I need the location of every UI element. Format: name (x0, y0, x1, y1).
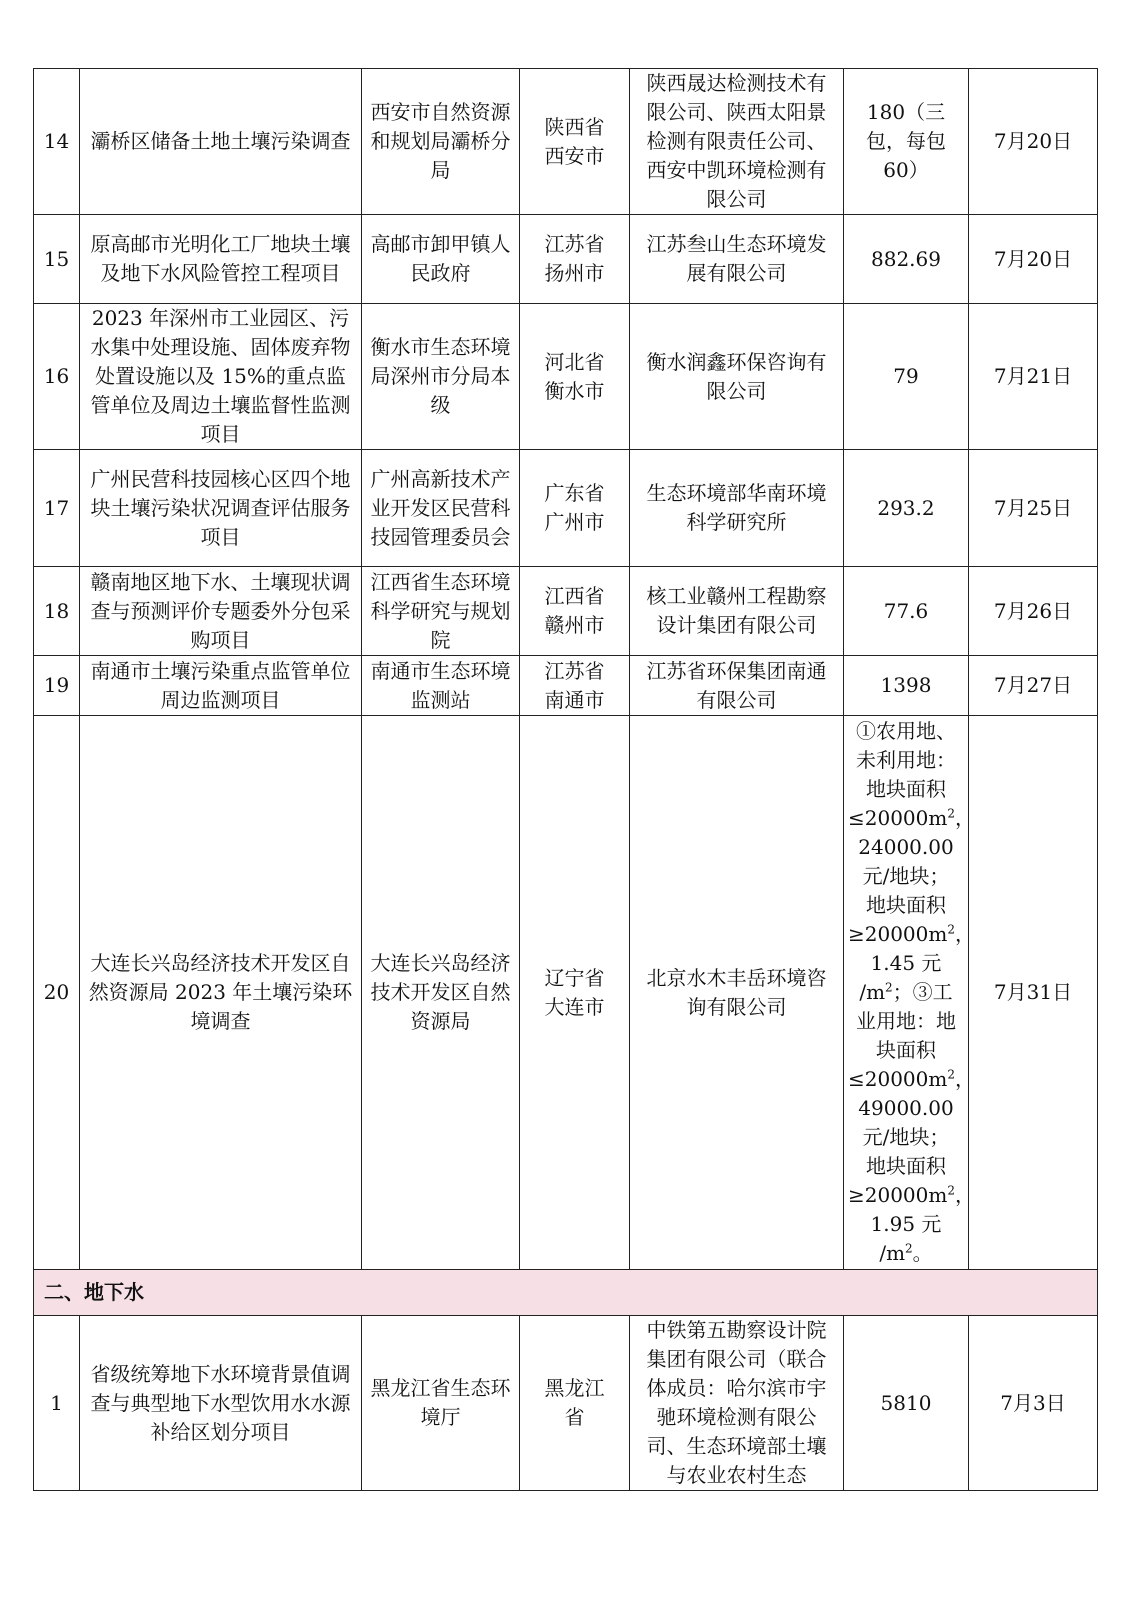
amount-line: 1.95 元 (870, 1212, 942, 1236)
superscript: 2 (885, 980, 893, 995)
supplier: 江苏叁山生态环境发展有限公司 (630, 215, 844, 304)
row-number: 16 (34, 304, 80, 450)
supplier: 北京水木丰岳环境咨询有限公司 (630, 716, 844, 1270)
comma: ， (955, 806, 975, 830)
purchaser: 江西省生态环境科学研究与规划院 (362, 567, 520, 656)
comma: ， (955, 922, 975, 946)
amount-line: /m (879, 1241, 906, 1265)
amount-line: 块面积 (876, 1038, 936, 1062)
amount: 5810 (844, 1316, 969, 1491)
purchaser: 大连长兴岛经济技术开发区自然资源局 (362, 716, 520, 1270)
amount-line: 地块面积 (866, 1154, 946, 1178)
date: 7月31日 (969, 716, 1098, 1270)
table-row (34, 215, 1098, 304)
date: 7月27日 (969, 656, 1098, 716)
date: 7月3日 (969, 1316, 1098, 1491)
purchaser: 广州高新技术产业开发区民营科技园管理委员会 (362, 450, 520, 567)
project-name: 省级统筹地下水环境背景值调查与典型地下水型饮用水水源补给区划分项目 (80, 1316, 362, 1491)
row-number: 20 (34, 716, 80, 1270)
amount-line: 地块面积 (866, 893, 946, 917)
amount: 882.69 (844, 215, 969, 304)
section-header (34, 1270, 1098, 1316)
project-name: 南通市土壤污染重点监管单位周边监测项目 (80, 656, 362, 716)
amount-line: /m (859, 980, 886, 1004)
table-row (34, 450, 1098, 567)
table-row (34, 716, 1098, 1270)
supplier: 中铁第五勘察设计院集团有限公司（联合体成员：哈尔滨市宇驰环境检测有限公司、生态环境部土壤与农业农村生态 (630, 1316, 844, 1491)
region: 江西省 赣州市 (520, 567, 630, 656)
comma: ， (955, 1183, 975, 1207)
supplier: 生态环境部华南环境科学研究所 (630, 450, 844, 567)
amount-pricing (844, 716, 975, 1270)
comma: ， (955, 1067, 975, 1091)
amount: 293.2 (844, 450, 969, 567)
superscript: 2 (947, 1183, 955, 1198)
project-name: 灞桥区储备土地土壤污染调查 (80, 69, 362, 215)
amount-line: 24000.00 (858, 835, 954, 859)
amount-line: 地块面积 (866, 777, 946, 801)
procurement-table (33, 68, 1098, 1491)
amount-line: 业用地：地 (856, 1009, 956, 1033)
project-name: 原高邮市光明化工厂地块土壤及地下水风险管控工程项目 (80, 215, 362, 304)
amount-line: ≤20000m (848, 806, 948, 830)
purchaser: 南通市生态环境监测站 (362, 656, 520, 716)
table-row (34, 69, 1098, 215)
row-number: 17 (34, 450, 80, 567)
date: 7月20日 (969, 69, 1098, 215)
superscript: 2 (905, 1241, 913, 1256)
purchaser: 黑龙江省生态环境厅 (362, 1316, 520, 1491)
superscript: 2 (947, 1067, 955, 1082)
region: 黑龙江 省 (520, 1316, 630, 1491)
amount-line: 元/地块； (862, 1125, 950, 1149)
date: 7月21日 (969, 304, 1098, 450)
date: 7月25日 (969, 450, 1098, 567)
amount-line: 未利用地： (856, 748, 956, 772)
region: 广东省 广州市 (520, 450, 630, 567)
superscript: 2 (947, 922, 955, 937)
amount-line: ≥20000m (848, 1183, 948, 1207)
table-row (34, 567, 1098, 656)
amount-line: 49000.00 (858, 1096, 954, 1120)
region: 辽宁省 大连市 (520, 716, 630, 1270)
region: 河北省 衡水市 (520, 304, 630, 450)
date: 7月20日 (969, 215, 1098, 304)
supplier: 核工业赣州工程勘察设计集团有限公司 (630, 567, 844, 656)
region: 陕西省 西安市 (520, 69, 630, 215)
amount-line: ；③工 (892, 980, 953, 1004)
superscript: 2 (947, 806, 955, 821)
amount-line: ≥20000m (848, 922, 948, 946)
amount-line: 元/地块； (862, 864, 950, 888)
table-row (34, 1316, 1098, 1491)
row-number: 14 (34, 69, 80, 215)
purchaser: 衡水市生态环境局深州市分局本级 (362, 304, 520, 450)
amount: 79 (844, 304, 969, 450)
table-row (34, 304, 1098, 450)
supplier: 江苏省环保集团南通有限公司 (630, 656, 844, 716)
region: 江苏省 扬州市 (520, 215, 630, 304)
row-number: 19 (34, 656, 80, 716)
amount-line: 1.45 元 (870, 951, 942, 975)
section-title: 二、地下水 (34, 1270, 1098, 1316)
region: 江苏省 南通市 (520, 656, 630, 716)
row-number: 18 (34, 567, 80, 656)
date: 7月26日 (969, 567, 1098, 656)
row-number: 1 (34, 1316, 80, 1491)
amount-line: ≤20000m (848, 1067, 948, 1091)
amount: 1398 (844, 656, 969, 716)
project-name: 大连长兴岛经济技术开发区自然资源局 2023 年土壤污染环境调查 (80, 716, 362, 1270)
purchaser: 高邮市卸甲镇人民政府 (362, 215, 520, 304)
amount: 77.6 (844, 567, 969, 656)
supplier: 衡水润鑫环保咨询有限公司 (630, 304, 844, 450)
amount-line: ①农用地、 (856, 719, 956, 743)
amount-line: 。 (912, 1241, 933, 1265)
project-name: 赣南地区地下水、土壤现状调查与预测评价专题委外分包采购项目 (80, 567, 362, 656)
row-number: 15 (34, 215, 80, 304)
project-name: 2023 年深州市工业园区、污水集中处理设施、固体废弃物处置设施以及 15%的重点监管单位及周边土壤监督性监测项目 (80, 304, 362, 450)
project-name: 广州民营科技园核心区四个地块土壤污染状况调查评估服务项目 (80, 450, 362, 567)
purchaser: 西安市自然资源和规划局灞桥分局 (362, 69, 520, 215)
table-row (34, 656, 1098, 716)
amount: 180（三包，每包 60） (844, 69, 969, 215)
supplier: 陕西晟达检测技术有限公司、陕西太阳景检测有限责任公司、西安中凯环境检测有限公司 (630, 69, 844, 215)
